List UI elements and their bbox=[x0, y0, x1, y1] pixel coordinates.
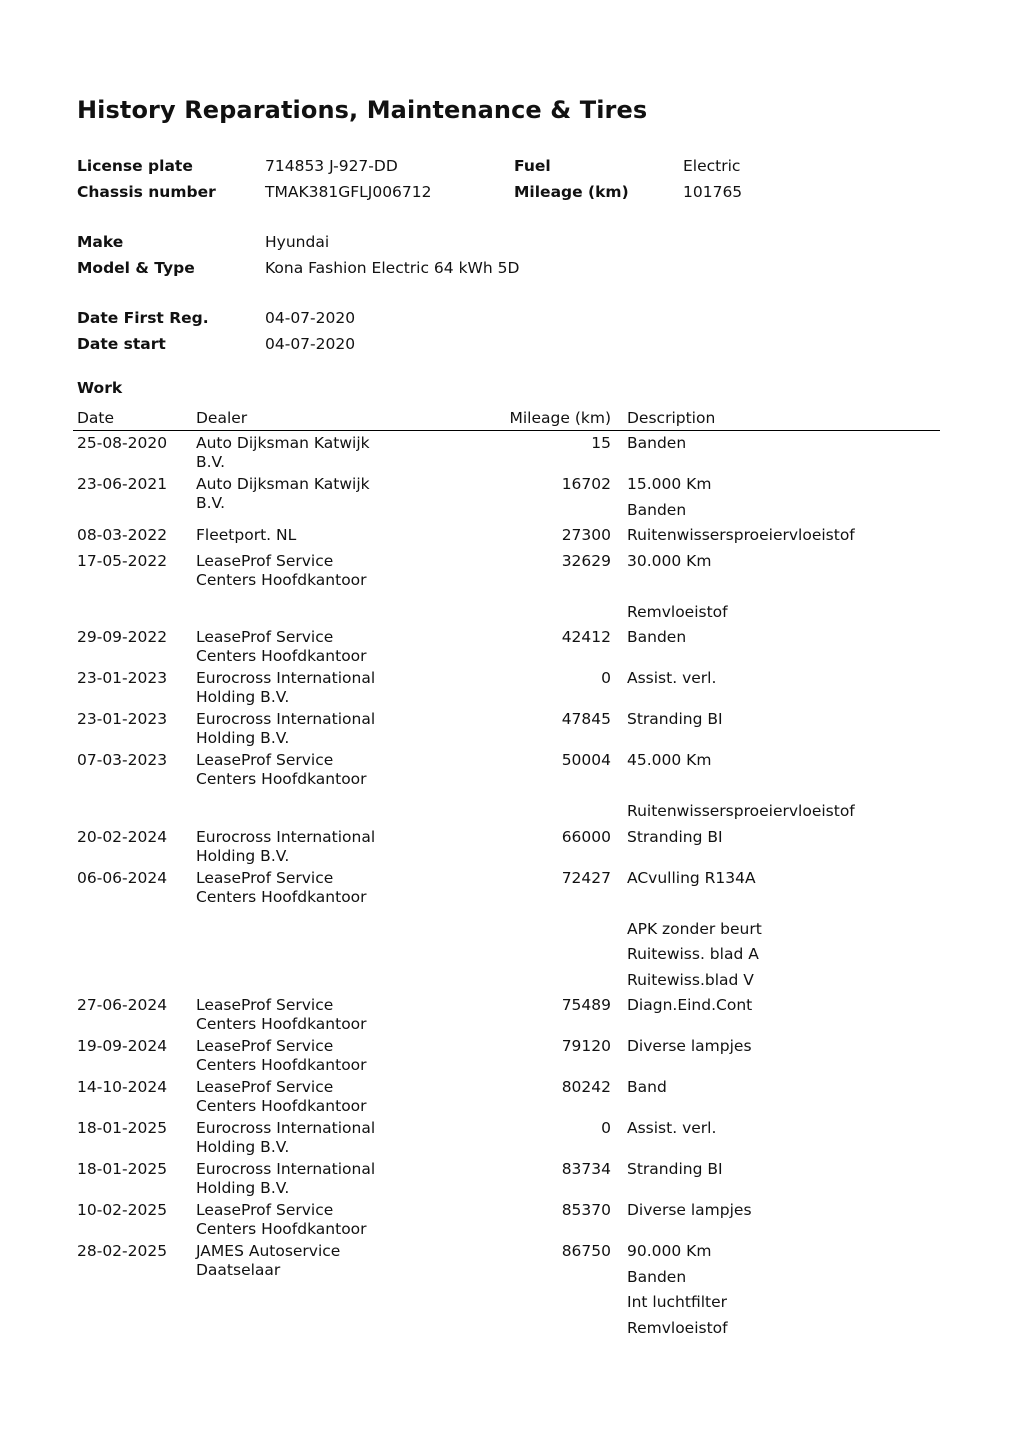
column-header-mileage: Mileage (km) bbox=[442, 406, 623, 431]
cell-dealer: Eurocross International Holding B.V. bbox=[196, 827, 376, 865]
cell-mileage: 83734 bbox=[561, 1160, 611, 1178]
cell-date: 06-06-2024 bbox=[77, 868, 168, 887]
cell-dealer: Eurocross International Holding B.V. bbox=[196, 1119, 376, 1156]
cell-description bbox=[623, 431, 940, 473]
description-line: Ruitenwissersproeiervloeistof bbox=[627, 526, 855, 544]
cell-dealer: Eurocross International Holding B.V. bbox=[196, 669, 376, 706]
cell-description bbox=[623, 1075, 940, 1116]
cell-dealer: Eurocross International Holding B.V. bbox=[196, 710, 376, 747]
cell-date: 14-10-2024 bbox=[77, 1078, 168, 1096]
cell-description bbox=[623, 748, 940, 825]
cell-mileage: 27300 bbox=[561, 526, 611, 544]
description-line: Assist. verl. bbox=[627, 1119, 717, 1137]
cell-mileage: 0 bbox=[601, 669, 611, 687]
cell-description bbox=[623, 1198, 940, 1239]
cell-date: 18-01-2025 bbox=[77, 1160, 168, 1178]
cell-mileage: 47845 bbox=[561, 710, 611, 728]
model-value: Kona Fashion Electric 64 kWh 5D bbox=[265, 258, 520, 277]
cell-description bbox=[623, 625, 940, 666]
cell-date: 08-03-2022 bbox=[77, 526, 168, 544]
table-header-row bbox=[73, 406, 940, 431]
description-line: Diverse lampjes bbox=[627, 1037, 752, 1055]
cell-description bbox=[623, 472, 940, 523]
work-table-body bbox=[73, 431, 940, 1342]
fuel-value: Electric bbox=[683, 157, 741, 175]
cell-mileage: 50004 bbox=[561, 751, 611, 769]
table-row bbox=[73, 549, 940, 626]
description-line: APK zonder beurt bbox=[627, 919, 762, 938]
date-start-value: 04-07-2020 bbox=[265, 334, 356, 353]
table-row bbox=[73, 523, 940, 549]
cell-dealer: LeaseProf Service Centers Hoofdkantoor bbox=[196, 628, 367, 665]
description-line: Banden bbox=[627, 434, 687, 452]
table-row bbox=[73, 1075, 940, 1116]
cell-dealer: Fleetport. NL bbox=[196, 526, 297, 544]
work-section-title: Work bbox=[77, 379, 123, 397]
cell-description bbox=[623, 707, 940, 748]
column-header-dealer: Dealer bbox=[192, 406, 442, 431]
table-row bbox=[73, 825, 940, 866]
description-line: Diagn.Eind.Cont bbox=[627, 996, 753, 1014]
cell-date: 29-09-2022 bbox=[77, 628, 168, 646]
cell-mileage: 42412 bbox=[561, 628, 611, 646]
cell-dealer: LeaseProf Service Centers Hoofdkantoor bbox=[196, 1201, 367, 1238]
cell-mileage: 32629 bbox=[561, 551, 611, 570]
cell-mileage: 16702 bbox=[561, 475, 611, 493]
cell-date: 17-05-2022 bbox=[77, 551, 168, 570]
cell-mileage: 15 bbox=[591, 434, 611, 452]
description-line bbox=[627, 774, 936, 800]
cell-date: 28-02-2025 bbox=[77, 1242, 168, 1260]
license-plate-value: 714853 J-927-DD bbox=[265, 157, 398, 175]
description-line: Banden bbox=[627, 500, 687, 519]
cell-description bbox=[623, 1157, 940, 1198]
cell-mileage: 86750 bbox=[561, 1242, 611, 1260]
cell-date: 23-06-2021 bbox=[77, 475, 168, 493]
description-line: Banden bbox=[627, 628, 687, 646]
description-line: 90.000 Km bbox=[627, 1242, 712, 1260]
cell-dealer: JAMES Autoservice Daatselaar bbox=[196, 1242, 341, 1279]
cell-description bbox=[623, 1034, 940, 1075]
cell-dealer: LeaseProf Service Centers Hoofdkantoor bbox=[196, 751, 367, 788]
cell-date: 23-01-2023 bbox=[77, 669, 168, 687]
cell-dealer: Auto Dijksman Katwijk B.V. bbox=[196, 434, 370, 471]
make-label: Make bbox=[77, 233, 124, 251]
table-row bbox=[73, 1239, 940, 1341]
date-first-reg-value: 04-07-2020 bbox=[265, 309, 356, 327]
cell-description bbox=[623, 993, 940, 1034]
cell-description bbox=[623, 866, 940, 994]
table-row bbox=[73, 1116, 940, 1157]
cell-date: 07-03-2023 bbox=[77, 751, 168, 769]
table-row bbox=[73, 993, 940, 1034]
cell-dealer: LeaseProf Service Centers Hoofdkantoor bbox=[196, 1078, 367, 1115]
cell-description bbox=[623, 1116, 940, 1157]
fuel-label: Fuel bbox=[514, 157, 551, 175]
table-row bbox=[73, 1034, 940, 1075]
cell-date: 10-02-2025 bbox=[77, 1201, 168, 1219]
description-line: 15.000 Km bbox=[627, 475, 712, 493]
license-plate-label: License plate bbox=[77, 157, 193, 175]
cell-description bbox=[623, 523, 940, 549]
cell-mileage: 0 bbox=[601, 1119, 611, 1137]
description-line bbox=[627, 574, 936, 600]
cell-description bbox=[623, 666, 940, 707]
table-row bbox=[73, 431, 940, 473]
table-row bbox=[73, 666, 940, 707]
table-row bbox=[73, 1198, 940, 1239]
cell-dealer: LeaseProf Service Centers Hoofdkantoor bbox=[196, 551, 367, 589]
description-line: Banden bbox=[627, 1267, 687, 1286]
table-row bbox=[73, 472, 940, 523]
date-first-reg-label: Date First Reg. bbox=[77, 309, 209, 327]
mileage-label: Mileage (km) bbox=[514, 182, 629, 201]
mileage-value: 101765 bbox=[683, 182, 743, 201]
cell-date: 27-06-2024 bbox=[77, 996, 168, 1014]
date-start-label: Date start bbox=[77, 334, 166, 353]
cell-dealer: LeaseProf Service Centers Hoofdkantoor bbox=[196, 1037, 367, 1074]
description-line: 45.000 Km bbox=[627, 751, 712, 769]
table-row bbox=[73, 1157, 940, 1198]
description-line bbox=[627, 891, 936, 917]
table-row bbox=[73, 866, 940, 994]
description-line: Ruitenwissersproeiervloeistof bbox=[627, 802, 855, 820]
description-line: Int luchtfilter bbox=[627, 1293, 728, 1311]
cell-dealer: LeaseProf Service Centers Hoofdkantoor bbox=[196, 996, 367, 1033]
description-line: ACvulling R134A bbox=[627, 868, 756, 887]
description-line: Ruitewiss. blad A bbox=[627, 945, 759, 963]
description-line: 30.000 Km bbox=[627, 551, 712, 570]
cell-date: 18-01-2025 bbox=[77, 1119, 168, 1137]
page-title: History Reparations, Maintenance & Tires bbox=[77, 96, 648, 124]
description-line: Stranding BI bbox=[627, 710, 723, 728]
cell-mileage: 72427 bbox=[561, 868, 611, 887]
column-header-description: Description bbox=[623, 406, 940, 431]
table-row bbox=[73, 625, 940, 666]
model-label: Model & Type bbox=[77, 258, 195, 277]
description-line: Ruitewiss.blad V bbox=[627, 970, 754, 989]
description-line: Stranding BI bbox=[627, 827, 723, 846]
cell-description bbox=[623, 1239, 940, 1341]
cell-dealer: LeaseProf Service Centers Hoofdkantoor bbox=[196, 868, 367, 906]
cell-mileage: 79120 bbox=[561, 1037, 611, 1055]
description-line: Diverse lampjes bbox=[627, 1201, 752, 1219]
cell-mileage: 66000 bbox=[561, 827, 611, 846]
cell-date: 23-01-2023 bbox=[77, 710, 168, 728]
cell-mileage: 80242 bbox=[561, 1078, 611, 1096]
cell-dealer: Eurocross International Holding B.V. bbox=[196, 1160, 376, 1197]
make-value: Hyundai bbox=[265, 233, 330, 251]
table-row bbox=[73, 707, 940, 748]
cell-mileage: 75489 bbox=[561, 996, 611, 1014]
cell-date: 20-02-2024 bbox=[77, 827, 168, 846]
description-line: Band bbox=[627, 1078, 667, 1096]
cell-mileage: 85370 bbox=[561, 1201, 611, 1219]
cell-date: 25-08-2020 bbox=[77, 434, 168, 452]
description-line: Remvloeistof bbox=[627, 1318, 728, 1337]
description-line: Remvloeistof bbox=[627, 602, 728, 621]
work-history-table bbox=[73, 406, 940, 1341]
cell-date: 19-09-2024 bbox=[77, 1037, 168, 1055]
description-line: Stranding BI bbox=[627, 1160, 723, 1178]
cell-dealer: Auto Dijksman Katwijk B.V. bbox=[196, 475, 370, 512]
chassis-label: Chassis number bbox=[77, 182, 216, 201]
chassis-value: TMAK381GFLJ006712 bbox=[265, 182, 432, 201]
table-row bbox=[73, 748, 940, 825]
cell-description bbox=[623, 549, 940, 626]
description-line: Assist. verl. bbox=[627, 669, 717, 687]
cell-description bbox=[623, 825, 940, 866]
column-header-date: Date bbox=[73, 406, 192, 431]
